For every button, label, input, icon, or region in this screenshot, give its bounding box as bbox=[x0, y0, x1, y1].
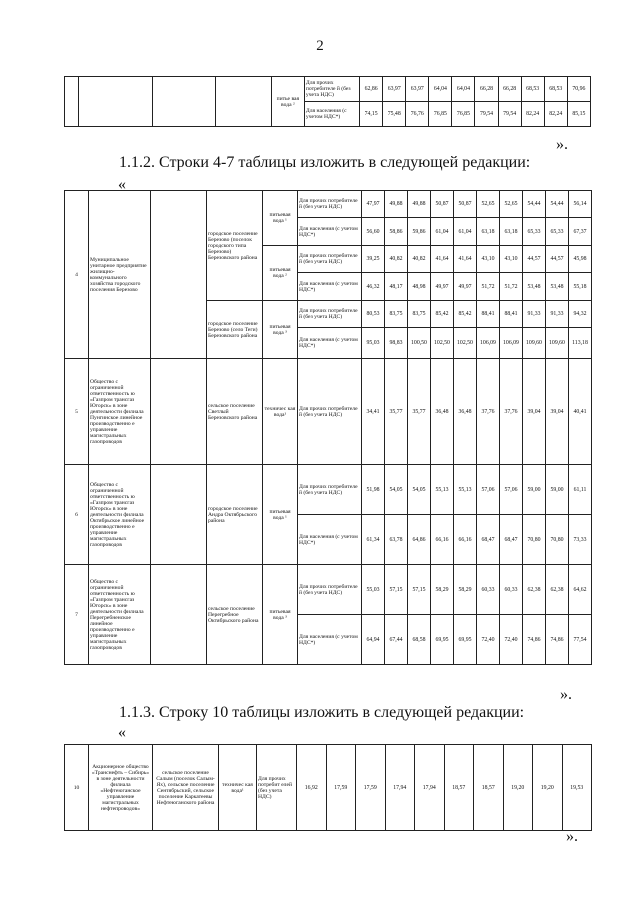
value-cell: 64,62 bbox=[569, 565, 592, 615]
value-cell: 48,17 bbox=[385, 273, 408, 301]
value-cell: 16,92 bbox=[297, 745, 327, 831]
closing-mark: ». bbox=[556, 136, 568, 153]
value-cell: 43,10 bbox=[500, 246, 523, 273]
row-number: 7 bbox=[65, 565, 89, 665]
value-cell: 53,48 bbox=[546, 273, 569, 301]
value-cell: 69,95 bbox=[454, 615, 477, 665]
territory-cell: городское поселение Андра Октябрьского района bbox=[207, 465, 263, 565]
value-cell: 73,33 bbox=[569, 515, 592, 565]
value-cell: 53,48 bbox=[523, 273, 546, 301]
value-cell: 54,44 bbox=[523, 191, 546, 218]
value-cell: 91,33 bbox=[546, 301, 569, 328]
value-cell: 79,54 bbox=[498, 102, 521, 127]
resource-cell: техничес кая вода¹ bbox=[219, 745, 257, 831]
value-cell: 64,04 bbox=[429, 77, 452, 102]
value-cell: 88,41 bbox=[500, 301, 523, 328]
value-cell: 63,18 bbox=[477, 218, 500, 246]
territory-cell: сельское поселение Салым (поселок Салым-Ях), сельское поселение Сентябрьский, сельское поселение Каркатеевы Нефтеюганского района bbox=[153, 745, 219, 831]
consumer-cell: Для населения (с учетом НДС*) bbox=[304, 102, 359, 127]
opening-mark: « bbox=[118, 724, 126, 741]
row-number: 4 bbox=[65, 191, 89, 359]
value-cell: 64,86 bbox=[408, 515, 431, 565]
section-heading-1-1-2: 1.1.2. Строки 4-7 таблицы изложить в следующей редакции: bbox=[119, 154, 531, 171]
value-cell: 64,94 bbox=[362, 615, 385, 665]
value-cell: 70,80 bbox=[546, 515, 569, 565]
value-cell: 56,60 bbox=[362, 218, 385, 246]
value-cell: 36,48 bbox=[431, 359, 454, 465]
value-cell: 55,13 bbox=[454, 465, 477, 515]
row-number: 6 bbox=[65, 465, 89, 565]
value-cell: 94,32 bbox=[569, 301, 592, 328]
value-cell: 109,60 bbox=[523, 328, 546, 359]
value-cell: 72,40 bbox=[500, 615, 523, 665]
value-cell: 85,42 bbox=[454, 301, 477, 328]
consumer-cell: Для населения (с учетом НДС*) bbox=[298, 515, 362, 565]
value-cell: 62,38 bbox=[523, 565, 546, 615]
value-cell: 88,41 bbox=[477, 301, 500, 328]
resource-cell: питьевая вода ³ bbox=[263, 301, 298, 359]
consumer-cell: Для прочих потребит елей (без учета НДС) bbox=[257, 745, 297, 831]
organization-cell: Общество с ограниченной ответственность ю «Газпром трансгаз Югорск» в зоне деятельности филиала Перегребненское линейное производственно е управление магистральных газопроводов bbox=[89, 565, 151, 665]
value-cell: 44,57 bbox=[546, 246, 569, 273]
value-cell: 57,15 bbox=[408, 565, 431, 615]
page-number: 2 bbox=[316, 38, 324, 54]
value-cell: 85,42 bbox=[431, 301, 454, 328]
value-cell: 51,98 bbox=[362, 465, 385, 515]
value-cell: 68,53 bbox=[521, 77, 544, 102]
organization-cell: Общество с ограниченной ответственность ю «Газпром трансгаз Югорск» в зоне деятельности филиала Октябрьское линейное производственно е управление магистральных газопроводов bbox=[89, 465, 151, 565]
value-cell: 60,33 bbox=[477, 565, 500, 615]
value-cell: 68,47 bbox=[500, 515, 523, 565]
value-cell: 35,77 bbox=[385, 359, 408, 465]
opening-mark: « bbox=[118, 176, 126, 193]
row-number: 5 bbox=[65, 359, 89, 465]
resource-cell: питьевая вода ¹ bbox=[263, 191, 298, 246]
value-cell: 58,29 bbox=[454, 565, 477, 615]
value-cell: 72,40 bbox=[477, 615, 500, 665]
value-cell: 63,18 bbox=[500, 218, 523, 246]
value-cell: 64,04 bbox=[452, 77, 475, 102]
value-cell: 41,64 bbox=[454, 246, 477, 273]
value-cell: 18,57 bbox=[444, 745, 474, 831]
value-cell: 17,59 bbox=[356, 745, 386, 831]
value-cell: 80,53 bbox=[362, 301, 385, 328]
value-cell: 68,47 bbox=[477, 515, 500, 565]
value-cell: 70,96 bbox=[567, 77, 590, 102]
value-cell: 45,98 bbox=[569, 246, 592, 273]
resource-cell: питьевая вода ³ bbox=[263, 565, 298, 665]
value-cell: 56,14 bbox=[569, 191, 592, 218]
consumer-cell: Для прочих потребителе й (без учета НДС) bbox=[304, 77, 359, 102]
value-cell: 61,34 bbox=[362, 515, 385, 565]
value-cell: 35,77 bbox=[408, 359, 431, 465]
value-cell: 17,94 bbox=[415, 745, 445, 831]
value-cell: 74,15 bbox=[360, 102, 383, 127]
value-cell: 50,87 bbox=[454, 191, 477, 218]
value-cell: 44,57 bbox=[523, 246, 546, 273]
value-cell: 63,78 bbox=[385, 515, 408, 565]
value-cell: 37,76 bbox=[477, 359, 500, 465]
value-cell: 113,18 bbox=[569, 328, 592, 359]
value-cell: 17,59 bbox=[326, 745, 356, 831]
value-cell: 19,53 bbox=[562, 745, 592, 831]
value-cell: 58,29 bbox=[431, 565, 454, 615]
value-cell: 61,04 bbox=[431, 218, 454, 246]
territory-cell: сельское поселение Светлый Березовского района bbox=[207, 359, 263, 465]
consumer-cell: Для прочих потребителе й (без учета НДС) bbox=[298, 191, 362, 218]
value-cell: 67,44 bbox=[385, 615, 408, 665]
value-cell: 55,18 bbox=[569, 273, 592, 301]
tariff-table-row-10 bbox=[64, 744, 592, 831]
value-cell: 40,41 bbox=[569, 359, 592, 465]
value-cell: 98,83 bbox=[385, 328, 408, 359]
top-table bbox=[64, 76, 591, 127]
closing-mark: ». bbox=[566, 828, 578, 845]
value-cell: 54,05 bbox=[385, 465, 408, 515]
value-cell: 49,88 bbox=[408, 191, 431, 218]
value-cell: 109,60 bbox=[546, 328, 569, 359]
value-cell: 102,50 bbox=[431, 328, 454, 359]
value-cell: 106,09 bbox=[477, 328, 500, 359]
value-cell: 62,38 bbox=[546, 565, 569, 615]
value-cell: 58,86 bbox=[385, 218, 408, 246]
value-cell: 65,33 bbox=[546, 218, 569, 246]
value-cell: 76,76 bbox=[406, 102, 429, 127]
value-cell: 49,97 bbox=[431, 273, 454, 301]
value-cell: 76,85 bbox=[429, 102, 452, 127]
value-cell: 63,97 bbox=[383, 77, 406, 102]
value-cell: 76,85 bbox=[452, 102, 475, 127]
resource-cell: питьевая вода ¹ bbox=[263, 465, 298, 565]
value-cell: 102,50 bbox=[454, 328, 477, 359]
value-cell: 67,37 bbox=[569, 218, 592, 246]
value-cell: 37,76 bbox=[500, 359, 523, 465]
value-cell: 55,13 bbox=[431, 465, 454, 515]
value-cell: 66,16 bbox=[454, 515, 477, 565]
consumer-cell: Для прочих потребителе й (без учета НДС) bbox=[298, 246, 362, 273]
value-cell: 39,04 bbox=[546, 359, 569, 465]
value-cell: 46,32 bbox=[362, 273, 385, 301]
value-cell: 39,25 bbox=[362, 246, 385, 273]
value-cell: 57,06 bbox=[500, 465, 523, 515]
value-cell: 61,04 bbox=[454, 218, 477, 246]
consumer-cell: Для населения (с учетом НДС*) bbox=[298, 218, 362, 246]
value-cell: 57,06 bbox=[477, 465, 500, 515]
value-cell: 39,04 bbox=[523, 359, 546, 465]
value-cell: 59,86 bbox=[408, 218, 431, 246]
organization-cell: Муниципальное унитарное предприятие жилищно-коммунального хозяйства городского поселения Березово bbox=[89, 191, 151, 359]
value-cell: 52,65 bbox=[500, 191, 523, 218]
row-number: 10 bbox=[65, 745, 89, 831]
value-cell: 47,97 bbox=[362, 191, 385, 218]
value-cell: 66,16 bbox=[431, 515, 454, 565]
value-cell: 54,05 bbox=[408, 465, 431, 515]
territory-cell: сельское поселение Перегребное Октябрьского района bbox=[207, 565, 263, 665]
value-cell: 59,00 bbox=[523, 465, 546, 515]
value-cell: 40,82 bbox=[408, 246, 431, 273]
consumer-cell: Для прочих потребителе й (без учета НДС) bbox=[298, 565, 362, 615]
value-cell: 66,28 bbox=[475, 77, 498, 102]
value-cell: 62,86 bbox=[360, 77, 383, 102]
value-cell: 74,86 bbox=[523, 615, 546, 665]
value-cell: 55,03 bbox=[362, 565, 385, 615]
value-cell: 83,75 bbox=[408, 301, 431, 328]
value-cell: 65,33 bbox=[523, 218, 546, 246]
value-cell: 41,64 bbox=[431, 246, 454, 273]
value-cell: 60,33 bbox=[500, 565, 523, 615]
value-cell: 57,15 bbox=[385, 565, 408, 615]
value-cell: 19,20 bbox=[503, 745, 533, 831]
value-cell: 63,97 bbox=[406, 77, 429, 102]
value-cell: 49,88 bbox=[385, 191, 408, 218]
value-cell: 52,65 bbox=[477, 191, 500, 218]
value-cell: 106,09 bbox=[500, 328, 523, 359]
organization-cell: Акционерное общество «Транснефть – Сибирь» в зоне деятельности филиала «Нефтеюганское управление магистральных нефтепроводов» bbox=[89, 745, 153, 831]
value-cell: 34,41 bbox=[362, 359, 385, 465]
value-cell: 50,87 bbox=[431, 191, 454, 218]
value-cell: 100,50 bbox=[408, 328, 431, 359]
tariff-table-rows-4-7 bbox=[64, 190, 592, 665]
value-cell: 91,33 bbox=[523, 301, 546, 328]
value-cell: 82,24 bbox=[544, 102, 567, 127]
value-cell: 17,94 bbox=[385, 745, 415, 831]
value-cell: 51,72 bbox=[500, 273, 523, 301]
value-cell: 75,48 bbox=[383, 102, 406, 127]
resource-cell: питье вая вода ² bbox=[271, 77, 304, 127]
value-cell: 18,57 bbox=[474, 745, 504, 831]
closing-mark: ». bbox=[560, 686, 572, 703]
resource-cell: техничес кая вода¹ bbox=[263, 359, 298, 465]
value-cell: 74,86 bbox=[546, 615, 569, 665]
organization-cell: Общество с ограниченной ответственность ю «Газпром трансгаз Югорск» в зоне деятельности филиала Пунгинское линейное производственно е управление магистральных газопроводов bbox=[89, 359, 151, 465]
value-cell: 49,97 bbox=[454, 273, 477, 301]
value-cell: 59,00 bbox=[546, 465, 569, 515]
resource-cell: питьевая вода ² bbox=[263, 246, 298, 301]
value-cell: 95,03 bbox=[362, 328, 385, 359]
value-cell: 43,10 bbox=[477, 246, 500, 273]
value-cell: 68,58 bbox=[408, 615, 431, 665]
value-cell: 51,72 bbox=[477, 273, 500, 301]
value-cell: 54,44 bbox=[546, 191, 569, 218]
value-cell: 70,80 bbox=[523, 515, 546, 565]
value-cell: 48,98 bbox=[408, 273, 431, 301]
value-cell: 69,95 bbox=[431, 615, 454, 665]
consumer-cell: Для прочих потребителе й (без учета НДС) bbox=[298, 301, 362, 328]
section-heading-1-1-3: 1.1.3. Строку 10 таблицы изложить в следующей редакции: bbox=[119, 704, 525, 721]
value-cell: 79,54 bbox=[475, 102, 498, 127]
value-cell: 61,11 bbox=[569, 465, 592, 515]
consumer-cell: Для населения (с учетом НДС*) bbox=[298, 273, 362, 301]
value-cell: 83,75 bbox=[385, 301, 408, 328]
value-cell: 19,20 bbox=[533, 745, 563, 831]
value-cell: 66,28 bbox=[498, 77, 521, 102]
value-cell: 85,15 bbox=[567, 102, 590, 127]
consumer-cell: Для прочих потребителе й (без учета НДС) bbox=[298, 359, 362, 465]
value-cell: 36,48 bbox=[454, 359, 477, 465]
value-cell: 82,24 bbox=[521, 102, 544, 127]
consumer-cell: Для прочих потребителе й (без учета НДС) bbox=[298, 465, 362, 515]
consumer-cell: Для населения (с учетом НДС*) bbox=[298, 328, 362, 359]
value-cell: 77,54 bbox=[569, 615, 592, 665]
value-cell: 68,53 bbox=[544, 77, 567, 102]
value-cell: 40,82 bbox=[385, 246, 408, 273]
territory-cell: городское поселение Березово (село Теги) Березовского района bbox=[207, 301, 263, 359]
territory-cell: городское поселение Березово (поселок городского типа Березово) Березовского района bbox=[207, 191, 263, 301]
consumer-cell: Для населения (с учетом НДС*) bbox=[298, 615, 362, 665]
